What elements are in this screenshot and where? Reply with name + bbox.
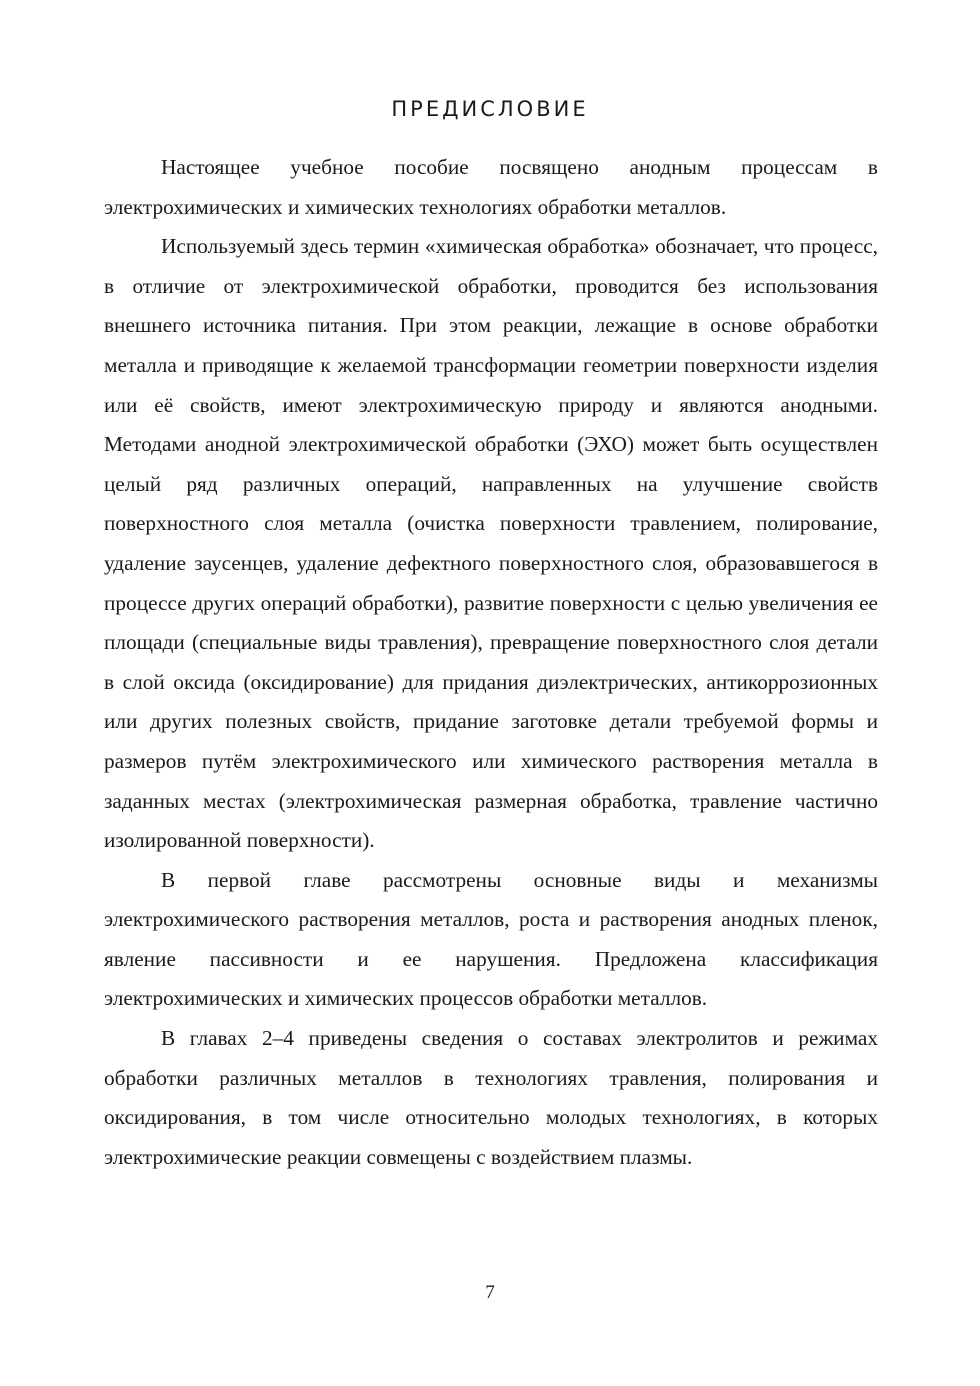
- paragraph-chapter-one: В первой главе рассмотрены основные виды и механизмы электрохимического растворения металлов, роста и растворения анодных пленок, явление пассивности и ее нарушения. Предложена классификация электрохимических и химических процессов обработки металлов.: [104, 867, 878, 1011]
- paragraph-terminology: Используемый здесь термин «химическая обработка» обозначает, что процесс, в отличие от электрохимической обработки, проводится без использования внешнего источника питания. При этом реакции, лежащие в основе обработки металла и приводящие к желаемой трансформации геометрии поверхности изделия или её свойств, имеют электрохимическую природу и являются анодными. Методами анодной электрохимической обработки (ЭХО) может быть осуществлен целый ряд различных операций, направленных на улучшение свойств поверхностного слоя металла (очистка поверхности травлением, полирование, удаление заусенцев, удаление дефектного поверхностного слоя, образовавшегося в процессе других операций обработки), развитие поверхности с целью увеличения ее площади (специальные виды травления), превращение поверхностного слоя детали в слой оксида (оксидирование) для придания диэлектрических, антикоррозионных или других полезных свойств, придание заготовке детали требуемой формы и размеров путём электрохимического или химического растворения металла в заданных местах (электрохимическая размерная обработка, травление частично изолированной поверхности).: [104, 234, 878, 853]
- paragraph-chapters-two-four: В главах 2–4 приведены сведения о составах электролитов и режимах обработки различных металлов в технологиях травления, полирования и оксидирования, в том числе относительно молодых технологиях, в которых электрохимические реакции совмещены с воздействием плазмы.: [104, 1026, 878, 1169]
- paragraph-intro: Настоящее учебное пособие посвящено анодным процессам в электрохимических и химических технологиях обработки металлов.: [104, 155, 878, 219]
- page-title: ПРЕДИСЛОВИЕ: [391, 97, 589, 121]
- page-number: 7: [485, 1282, 495, 1303]
- body-text: [104, 148, 878, 1177]
